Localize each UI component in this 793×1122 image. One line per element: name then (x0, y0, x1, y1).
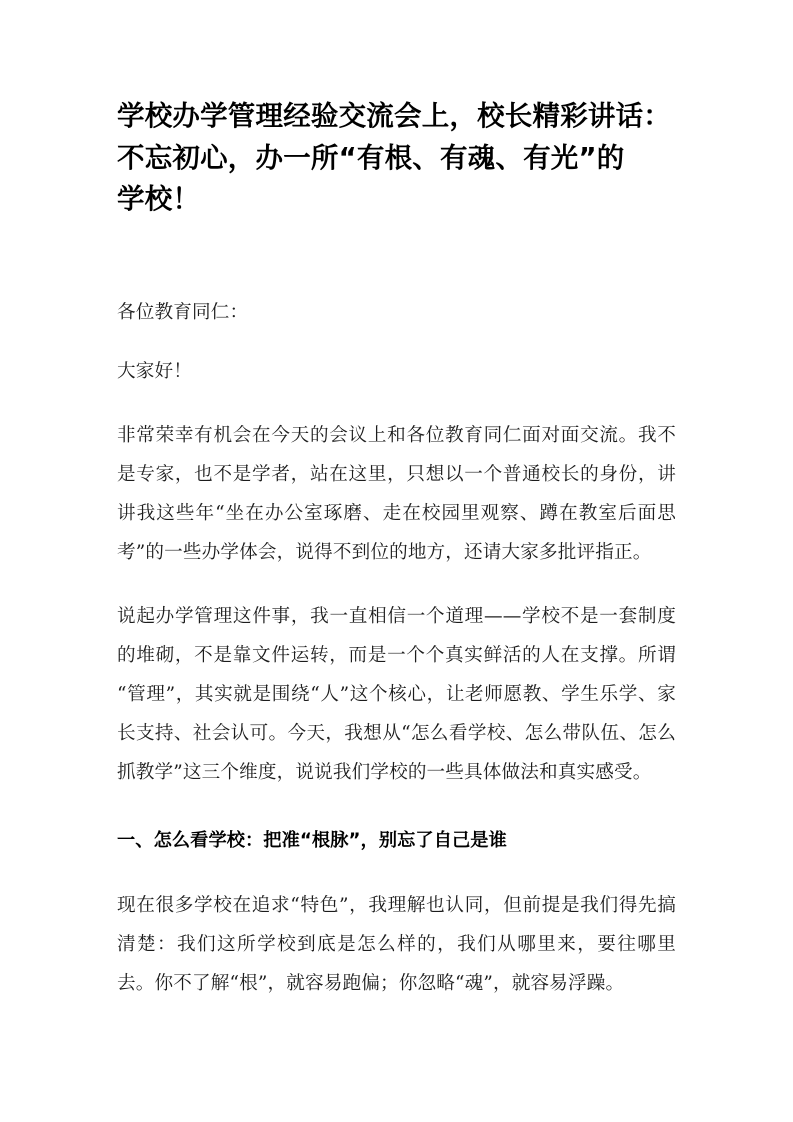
spacer-para2-heading (117, 792, 676, 821)
greeting: 大家好！ (117, 360, 192, 382)
page-title-line-2: 不忘初心，办一所“有根、有魂、有光”的 (117, 141, 625, 174)
spacer-heading-para3 (117, 860, 676, 886)
body-paragraph-2: 说起办学管理这件事，我一直相信一个道理——学校不是一套制度的堆砌，不是靠文件运转，而是一个个真实鲜活的人在支撑。所谓“管理”，其实就是围绕“人”这个核心，让老师愿教、学生乐学、家长支持、社会认可。今天，我想从“怎么看学校、怎么带队伍、怎么抓教学”这三个维度，说说我们学校的一些具体做法和真实感受。 (117, 605, 676, 783)
spacer-title-body (117, 221, 676, 293)
salutation: 各位教育同仁： (117, 301, 249, 323)
page-title-line-1: 学校办学管理经验交流会上，校长精彩讲话： (117, 100, 671, 132)
body-paragraph-3: 现在很多学校在追求“特色”，我理解也认同，但前提是我们得先搞清楚：我们这所学校到底是怎么样的，我们从哪里来，要往哪里去。你不了解“根”，就容易跑偏；你忽略“魂”，就容易浮躁。 (117, 894, 676, 994)
page-title-line-3: 学校！ (117, 183, 201, 215)
body-paragraph-1: 非常荣幸有机会在今天的会议上和各位教育同仁面对面交流。我不是专家，也不是学者，站在这里，只想以一个普通校长的身份，讲讲我这些年“坐在办公室琢磨、走在校园里观察、蹲在教室后面思考”的一些办学体会，说得不到位的地方，还请大家多批评指正。 (117, 424, 676, 563)
spacer-para1-para2 (117, 572, 676, 597)
spacer-salutation-greeting (117, 332, 676, 352)
document-content (117, 96, 676, 1003)
section-heading-1: 一、怎么看学校：把准“根脉”，别忘了自己是谁 (117, 829, 507, 851)
spacer-greeting-para1 (117, 391, 676, 416)
page-title (117, 96, 676, 221)
